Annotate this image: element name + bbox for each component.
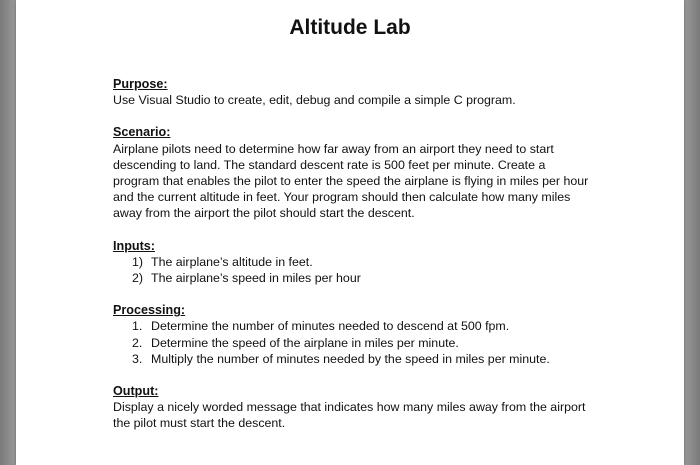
list-item-number: 1) — [132, 254, 144, 269]
list-item-number: 2. — [132, 335, 143, 350]
inputs-heading: Inputs: — [113, 238, 155, 253]
scenario-heading: Scenario: — [113, 125, 171, 140]
list-item — [113, 335, 593, 351]
page-title: Altitude Lab — [289, 16, 411, 39]
list-item — [113, 254, 593, 270]
list-item-number: 1. — [132, 319, 143, 334]
purpose-text: Use Visual Studio to create, edit, debug and compile a simple C program. — [113, 93, 516, 108]
inputs-list — [113, 254, 593, 286]
output-text: Display a nicely worded message that indicates how many miles away from the airport the pilot must start the descent. — [113, 400, 586, 431]
inputs-section — [113, 238, 593, 287]
processing-heading: Processing: — [113, 303, 186, 318]
list-item-text: The airplane’s altitude in feet. — [151, 254, 313, 269]
scenario-section — [113, 124, 593, 221]
list-item-text: Determine the speed of the airplane in miles per minute. — [151, 335, 459, 350]
list-item-text: Multiply the number of minutes needed by the speed in miles per minute. — [151, 351, 550, 366]
list-item-text: Determine the number of minutes needed to descend at 500 fpm. — [151, 319, 510, 334]
list-item-number: 3. — [132, 351, 143, 366]
document-content — [113, 76, 593, 448]
purpose-heading: Purpose: — [113, 77, 168, 91]
purpose-section — [113, 76, 593, 108]
output-heading: Output: — [113, 384, 159, 399]
list-item — [113, 351, 593, 367]
list-item — [113, 318, 593, 334]
list-item — [113, 270, 593, 286]
list-item-text: The airplane’s speed in miles per hour — [151, 271, 361, 286]
output-section — [113, 383, 593, 432]
processing-section — [113, 302, 593, 367]
document-page — [16, 0, 684, 465]
list-item-number: 2) — [132, 271, 144, 286]
processing-list — [113, 318, 593, 367]
scenario-text: Airplane pilots need to determine how far away from an airport they need to start descending to land. The standard descent rate is 500 feet per minute. Create a program that enables the pilot to enter the speed the airplane is flying in miles per hour and the current altitude in feet. Your program should then calculate how many miles away from the airport the pilot should start the descent. — [113, 141, 589, 221]
